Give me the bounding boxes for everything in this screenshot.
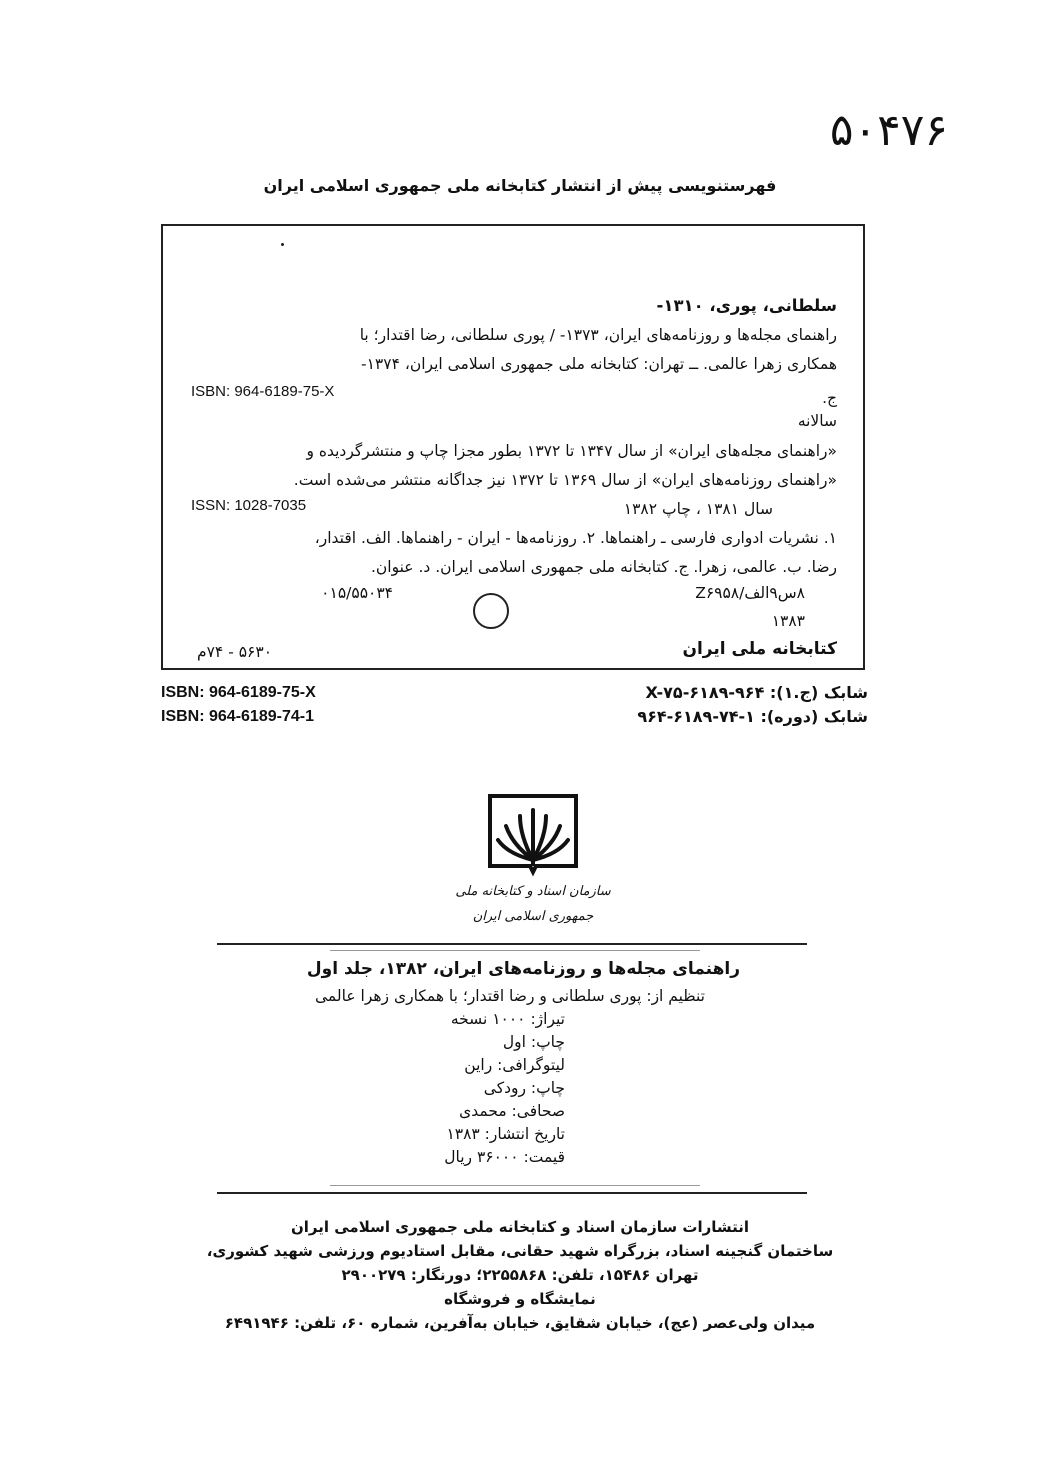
colophon-compiled-by: تنظیم از: پوری سلطانی و رضا اقتدار؛ با همکاری زهرا عالمی [315, 987, 705, 1005]
cip-control-number: ۵۶۳۰ - ۷۴م [197, 643, 273, 661]
colophon-price: قیمت: ۳۶۰۰۰ ریال [444, 1148, 565, 1166]
cip-isbn: ISBN: 964-6189-75-X [191, 383, 335, 400]
isbn-volume-latin: ISBN: 964-6189-75-X [161, 684, 316, 701]
colophon-printing: چاپ: رودکی [483, 1079, 565, 1097]
cip-lc-year: ۱۳۸۳ [771, 612, 805, 630]
cip-subjects-line1: ۱. نشریات ادواری فارسی ـ راهنماها. ۲. روزنامه‌ها - ایران - راهنماها. الف. اقتدار، [314, 529, 837, 547]
cip-frequency: سالانه [797, 412, 837, 430]
card-dot [281, 243, 284, 246]
isbn-set-latin: ISBN: 964-6189-74-1 [161, 708, 314, 725]
card-circle [473, 593, 509, 629]
cip-author: سلطانی، پوری، ۱۳۱۰- [656, 296, 837, 315]
logo-line2: جمهوری اسلامی ایران [472, 909, 594, 924]
cip-card [161, 224, 865, 670]
rule-top-thin [330, 950, 700, 951]
cip-title-line2: همکاری زهرا عالمی. ــ تهران: کتابخانه ملی جمهوری اسلامی ایران، ۱۳۷۴- [361, 355, 837, 373]
cip-library: کتابخانه ملی ایران [682, 639, 837, 659]
colophon-lithography: لیتوگرافی: راین [464, 1056, 565, 1074]
cip-issn: ISSN: 1028-7035 [191, 497, 307, 514]
cip-year-print: سال ۱۳۸۱ ، چاپ ۱۳۸۲ [623, 500, 773, 518]
cip-note-line2: «راهنمای روزنامه‌های ایران» از سال ۱۳۶۹ تا ۱۳۷۲ نیز جداگانه منتشر می‌شده است. [293, 471, 837, 489]
colophon-edition: چاپ: اول [502, 1033, 565, 1051]
cip-note-line1: «راهنمای مجله‌های ایران» از سال ۱۳۴۷ تا ۱۳۷۲ بطور مجزا چاپ و منتشرگردیده و [306, 442, 837, 460]
footer-store-address: میدان ولی‌عصر (عج)، خیابان شقایق، خیابان به‌آفرین، شماره ۶۰، تلفن: ۶۴۹۱۹۴۶ [224, 1314, 816, 1332]
rule-top-thick [217, 943, 807, 945]
colophon-publication-date: تاریخ انتشار: ۱۳۸۳ [446, 1125, 565, 1143]
footer-store-label: نمایشگاه و فروشگاه [444, 1290, 596, 1308]
cip-subjects-line2: رضا. ب. عالمی، زهرا. ج. کتابخانه ملی جمهوری اسلامی ایران. د. عنوان. [370, 558, 837, 576]
footer-contact: تهران ۱۵۴۸۶، تلفن: ۲۲۵۵۸۶۸؛ دورنگار: ۲۹۰۰۲۷۹ [341, 1266, 699, 1284]
cip-volumes: ج. [822, 389, 837, 407]
cip-title-line1: راهنمای مجله‌ها و روزنامه‌های ایران، ۱۳۷۳- / پوری سلطانی، رضا اقتدار؛ با [359, 326, 837, 344]
publisher-logo [455, 792, 611, 938]
footer-address: ساختمان گنجینه اسناد، بزرگراه شهید حقانی، مقابل استادیوم ورزشی شهید کشوری، [206, 1242, 834, 1260]
isbn-volume-persian: شابک (ج.۱): X-۷۵-۶۱۸۹-۹۶۴ [645, 683, 868, 702]
palm-book-emblem [455, 792, 611, 938]
accession-number: ۵۰۴۷۶ [829, 105, 948, 156]
isbn-set-persian: شابک (دوره): ۱-۷۴-۶۱۸۹-۹۶۴ [637, 707, 868, 726]
cip-header: فهرستنویسی پیش از انتشار کتابخانه ملی جمهوری اسلامی ایران [263, 176, 777, 195]
colophon-binding: صحافی: محمدی [459, 1102, 565, 1120]
rule-bottom-thick [217, 1192, 807, 1194]
colophon-title: راهنمای مجله‌ها و روزنامه‌های ایران، ۱۳۸۲، جلد اول [306, 959, 740, 979]
cip-dewey: ۰۱۵/۵۵۰۳۴ [321, 584, 393, 602]
rule-bottom-thin [330, 1185, 700, 1186]
footer-publisher: انتشارات سازمان اسناد و کتابخانه ملی جمهوری اسلامی ایران [290, 1218, 750, 1236]
logo-line1: سازمان اسناد و کتابخانه ملی [455, 884, 611, 899]
colophon-print-run: تیراژ: ۱۰۰۰ نسخه [450, 1010, 565, 1028]
cip-lc-call: ۸س۹الف/Z۶۹۵۸ [695, 584, 805, 602]
